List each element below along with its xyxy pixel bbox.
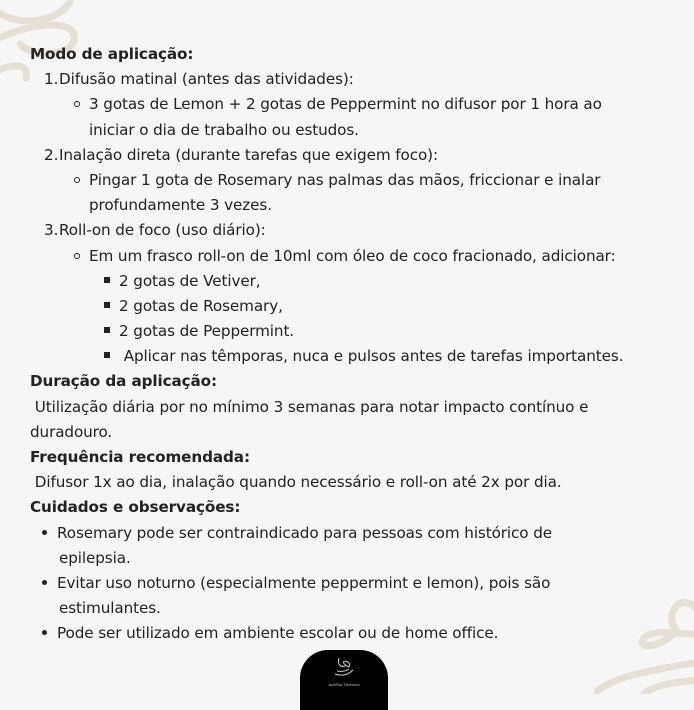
list-item: 2 gotas de Peppermint. [30,319,670,344]
list-item: 2.Inalação direta (durante tarefas que exigem foco): [44,145,438,164]
list-item: Em um frasco roll-on de 10ml com óleo de coco fracionado, adicionar: [30,244,670,269]
dot-bullet-icon [42,630,47,635]
section-title-cuidados: Cuidados e observações: [30,498,241,517]
list-item-continuation: epilepsia. [59,548,131,567]
list-item: 2 gotas de Vetiver, [30,269,670,294]
list-item: Pingar 1 gota de Rosemary nas palmas das mãos, friccionar e inalar [30,168,670,193]
hand-leaf-icon [333,654,355,680]
circle-bullet-icon [74,177,80,183]
paragraph-line: Utilização diária por no mínimo 3 semanas para notar impacto contínuo e [30,397,589,416]
section-title-frequencia: Frequência recomendada: [30,448,250,466]
list-item-continuation: iniciar o dia de trabalho ou estudos. [89,120,359,139]
brand-logo [300,650,388,710]
dot-bullet-icon [42,530,47,535]
list-item: 3 gotas de Lemon + 2 gotas de Peppermint no difusor por 1 hora ao [30,92,670,117]
square-bullet-icon [104,327,110,333]
section-title-modo: Modo de aplicação: [30,45,194,63]
paragraph-line: duradouro. [30,422,113,441]
circle-bullet-icon [74,253,80,259]
list-item: 2 gotas de Rosemary, [30,294,670,319]
list-item-continuation: estimulantes. [59,599,161,618]
list-item: 1.Difusão matinal (antes das atividades): [44,70,354,89]
list-item: Aplicar nas têmporas, nuca e pulsos antes de tarefas importantes. [30,344,670,369]
circle-bullet-icon [74,101,80,107]
square-bullet-icon [104,302,110,308]
list-item: Evitar uso noturno (especialmente peppermint e lemon), pois são [30,571,670,596]
dot-bullet-icon [42,580,47,585]
paragraph-line: Difusor 1x ao dia, inalação quando necessário e roll-on até 2x por dia. [30,473,562,492]
list-item: 3.Roll-on de foco (uso diário): [44,221,266,240]
section-title-duracao: Duração da aplicação: [30,372,217,391]
list-item: Rosemary pode ser contraindicado para pessoas com histórico de [30,521,670,546]
logo-text: Amélia Teixeira [328,682,360,687]
list-item: Pode ser utilizado em ambiente escolar ou de home office. [30,621,670,646]
document-body [30,42,670,647]
square-bullet-icon [104,277,110,283]
square-bullet-icon [104,352,110,358]
list-item-continuation: profundamente 3 vezes. [89,196,272,215]
